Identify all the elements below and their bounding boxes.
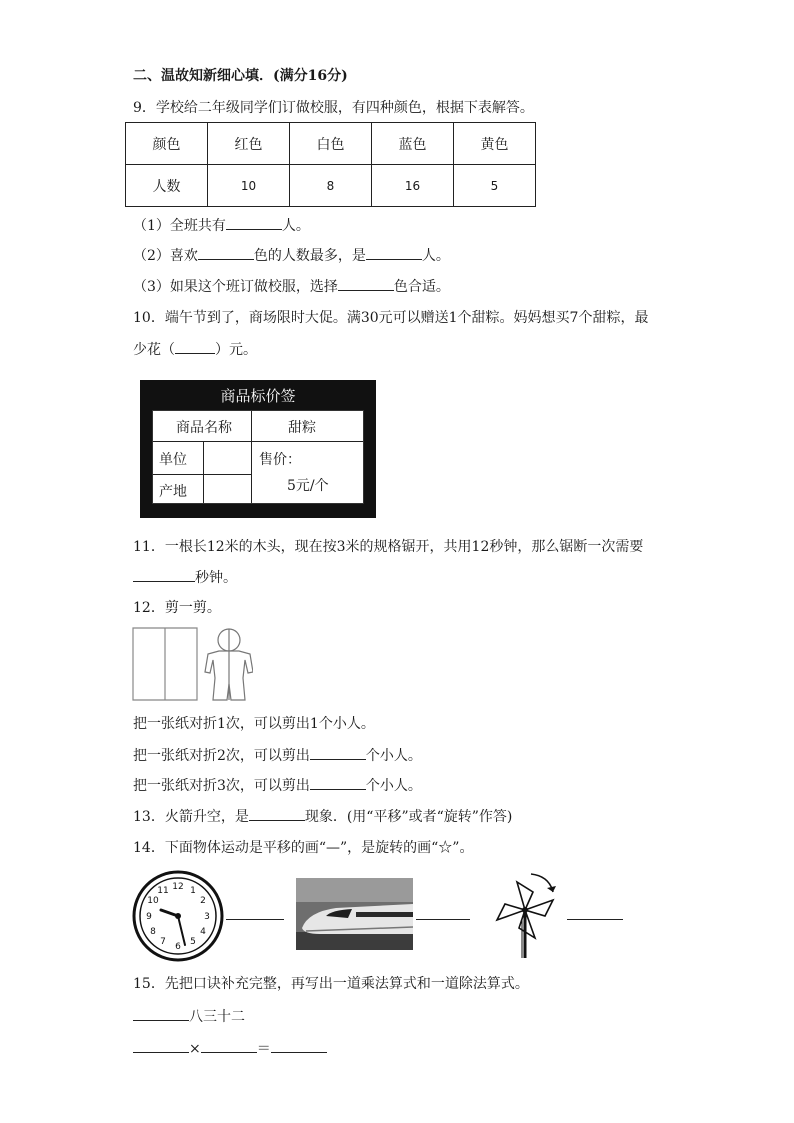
paper-cut-figure — [131, 626, 253, 702]
table-cell: 16 — [372, 165, 454, 207]
q15-equation — [133, 1038, 327, 1059]
answer-blank[interactable] — [198, 245, 254, 260]
q13-text: 现象．(用“平移”或者“旋转”作答) — [304, 809, 513, 825]
svg-text:6: 6 — [175, 942, 181, 952]
q9-sub3-text: 色合适。 — [393, 279, 450, 295]
q12-text: 把一张纸对折3次，可以剪出 — [133, 778, 310, 794]
name-label: 商品名称 — [176, 420, 232, 436]
q13-text: 13．火箭升空，是 — [133, 809, 249, 825]
color-table — [125, 122, 536, 207]
svg-text:12: 12 — [172, 882, 184, 892]
q10-line1: 10．端午节到了，商场限时大促。满30元可以赠送1个甜粽。妈妈想买7个甜粽，最 — [133, 310, 649, 326]
price-tag-body — [152, 410, 364, 504]
price-label: 售价： — [259, 452, 301, 468]
q11-line1: 11．一根长12米的木头，现在按3米的规格锯开，共用12秒钟，那么锯断一次需要 — [133, 539, 644, 555]
q9-sub1 — [133, 215, 310, 236]
svg-text:9: 9 — [146, 912, 152, 922]
answer-blank[interactable] — [310, 775, 366, 790]
answer-blank[interactable] — [133, 1006, 189, 1021]
q12-fold3 — [133, 775, 422, 796]
answer-blank[interactable] — [366, 245, 422, 260]
q10-text: ）元。 — [215, 342, 257, 358]
answer-blank[interactable] — [175, 339, 215, 354]
clock-icon — [132, 870, 224, 962]
svg-text:1: 1 — [190, 886, 196, 896]
q15-chant-text: 八三十二 — [189, 1009, 245, 1025]
price-tag — [140, 380, 376, 518]
q10-line2 — [133, 339, 257, 360]
table-cell: 5 — [454, 165, 536, 207]
answer-blank[interactable] — [133, 1038, 189, 1053]
answer-blank[interactable] — [338, 276, 394, 291]
q9-sub2-text: 色的人数最多，是 — [253, 248, 366, 264]
table-cell: 红色 — [208, 123, 290, 165]
q12-text: 个小人。 — [365, 778, 422, 794]
svg-text:11: 11 — [157, 886, 169, 896]
paper-person-icon — [205, 629, 253, 700]
svg-text:2: 2 — [200, 896, 206, 906]
table-row — [126, 123, 536, 165]
origin-label: 产地 — [159, 484, 187, 500]
answer-line-train[interactable] — [416, 919, 470, 920]
q14-text: 14．下面物体运动是平移的画“—”，是旋转的画“☆”。 — [133, 840, 474, 856]
high-speed-train-icon — [296, 878, 413, 950]
answer-blank[interactable] — [226, 215, 282, 230]
svg-text:8: 8 — [150, 927, 156, 937]
q9-sub2 — [133, 245, 450, 266]
section-title: 二、温故知新细心填．(满分16分) — [133, 68, 348, 84]
times-sign: × — [189, 1041, 201, 1057]
svg-text:10: 10 — [147, 896, 159, 906]
table-cell: 蓝色 — [372, 123, 454, 165]
q9-sub1-text: 人。 — [281, 218, 310, 234]
equals-sign: ＝ — [256, 1041, 271, 1057]
svg-text:4: 4 — [200, 927, 206, 937]
q15-chant — [133, 1006, 245, 1027]
pinwheel-icon — [487, 868, 563, 960]
answer-blank[interactable] — [133, 567, 195, 582]
q9-text: 9．学校给二年级同学们订做校服，有四种颜色，根据下表解答。 — [133, 100, 534, 116]
table-cell: 8 — [290, 165, 372, 207]
svg-text:7: 7 — [160, 937, 166, 947]
unit-label: 单位 — [159, 452, 187, 468]
answer-line-pinwheel[interactable] — [567, 919, 623, 920]
table-cell: 黄色 — [454, 123, 536, 165]
q10-text: 少花（ — [133, 342, 175, 358]
table-row — [126, 165, 536, 207]
price-value: 5元/个 — [287, 478, 329, 494]
q12-title: 12．剪一剪。 — [133, 600, 221, 616]
q11-line2 — [133, 567, 237, 588]
table-cell: 白色 — [290, 123, 372, 165]
table-cell: 人数 — [126, 165, 208, 207]
q9-sub3-text: （3）如果这个班订做校服，选择 — [133, 279, 338, 295]
table-cell: 10 — [208, 165, 290, 207]
answer-blank[interactable] — [249, 806, 305, 821]
q12-fold1: 把一张纸对折1次，可以剪出1个小人。 — [133, 716, 375, 732]
q9-sub3 — [133, 276, 450, 297]
q12-fold2 — [133, 745, 422, 766]
answer-blank[interactable] — [310, 745, 366, 760]
q15-text: 15．先把口诀补充完整，再写出一道乘法算式和一道除法算式。 — [133, 976, 529, 992]
q13 — [133, 806, 512, 827]
answer-line-clock[interactable] — [226, 919, 284, 920]
table-cell: 颜色 — [126, 123, 208, 165]
price-tag-title: 商品标价签 — [220, 387, 296, 405]
q12-text: 把一张纸对折2次，可以剪出 — [133, 748, 310, 764]
q9-sub2-text: （2）喜欢 — [133, 248, 198, 264]
name-value: 甜粽 — [288, 420, 316, 436]
svg-text:3: 3 — [204, 912, 210, 922]
q9-sub1-text: （1）全班共有 — [133, 218, 226, 234]
q12-text: 个小人。 — [365, 748, 422, 764]
svg-text:5: 5 — [190, 937, 196, 947]
q9-sub2-text: 人。 — [421, 248, 450, 264]
answer-blank[interactable] — [271, 1038, 327, 1053]
answer-blank[interactable] — [201, 1038, 257, 1053]
q11-text: 秒钟。 — [195, 570, 237, 586]
folded-paper-icon — [133, 628, 197, 700]
